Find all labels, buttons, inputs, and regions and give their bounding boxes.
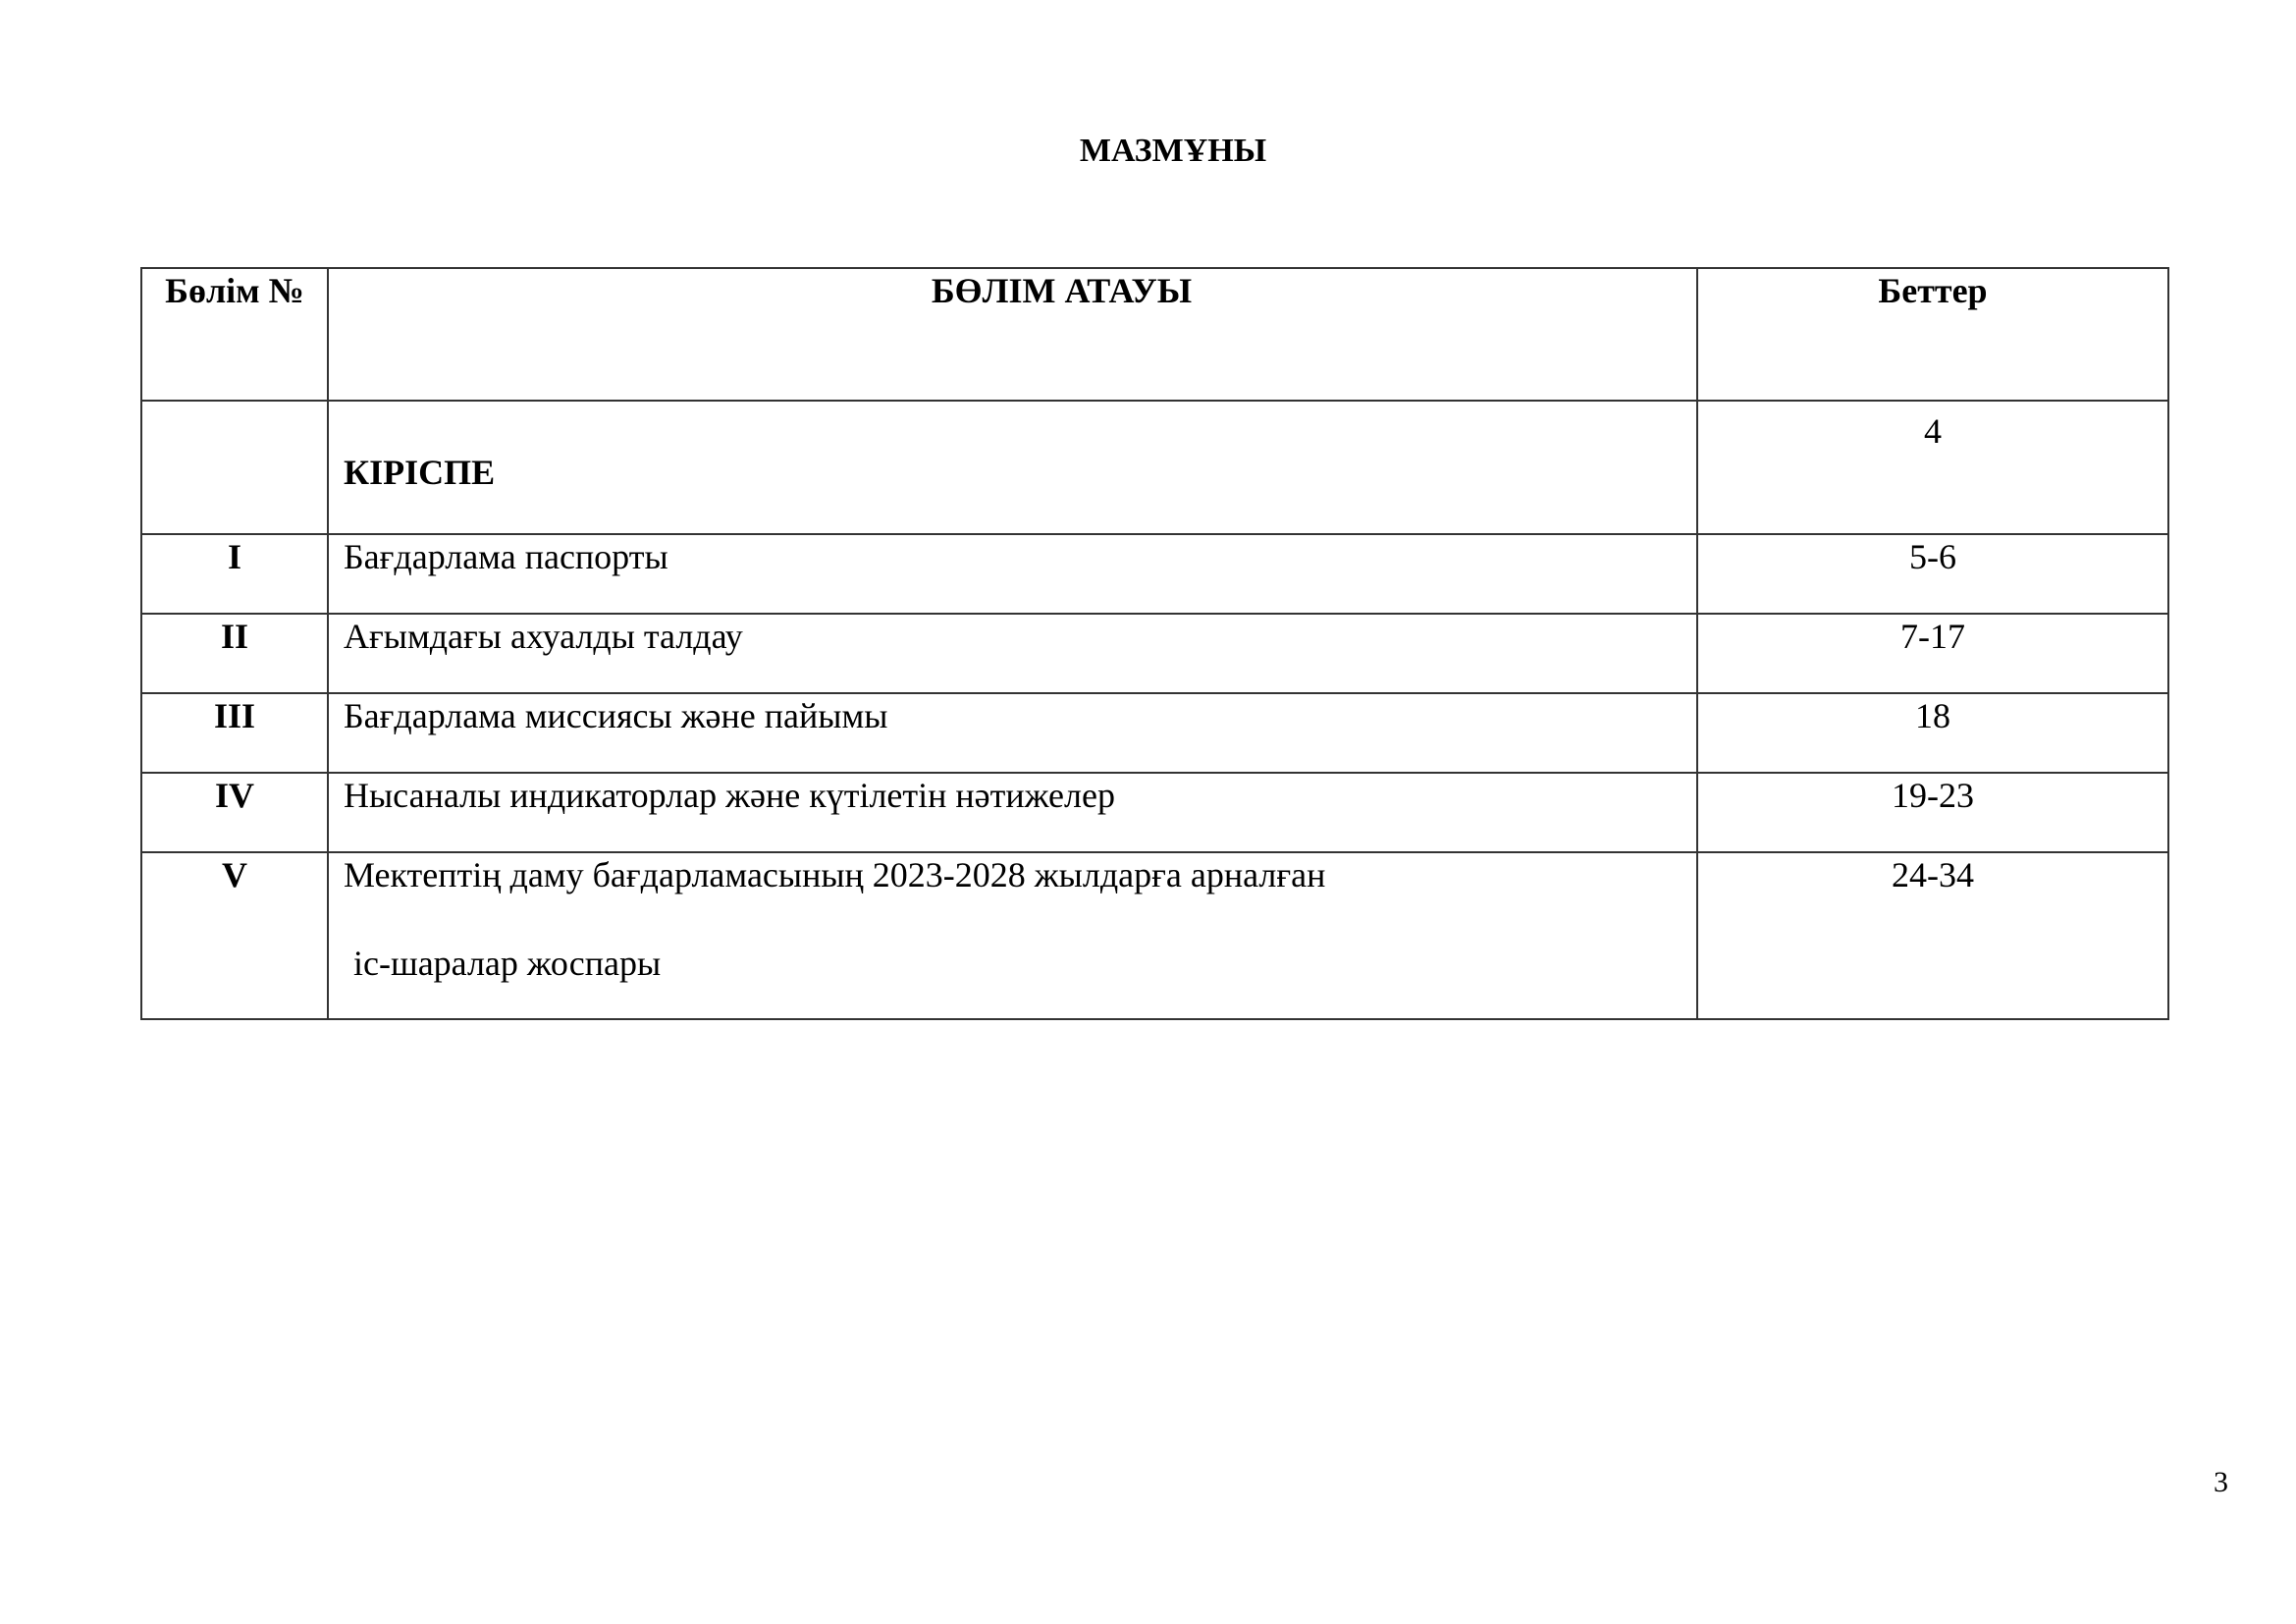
- header-section-name: БӨЛІМ АТАУЫ: [328, 268, 1697, 401]
- section-name-line-2: іс-шаралар жоспары: [353, 944, 662, 983]
- section-number-cell: III: [141, 693, 328, 773]
- section-number-cell: V: [141, 852, 328, 1019]
- table-row-intro: [141, 401, 2168, 534]
- section-pages-cell: 19-23: [1697, 773, 2168, 852]
- document-title: МАЗМҰНЫ: [1079, 133, 1267, 169]
- section-pages-cell: 5-6: [1697, 534, 2168, 614]
- table-row: [141, 693, 2168, 773]
- section-pages-cell: 7-17: [1697, 614, 2168, 693]
- page-number: 3: [2214, 1466, 2228, 1498]
- intro-number-cell: [141, 401, 328, 534]
- section-number-cell: II: [141, 614, 328, 693]
- section-name-cell: Нысаналы индикаторлар және күтілетін нәтижелер: [328, 773, 1697, 852]
- section-name-cell: Бағдарлама миссиясы және пайымы: [328, 693, 1697, 773]
- section-name-cell: Бағдарлама паспорты: [328, 534, 1697, 614]
- section-number-cell: IV: [141, 773, 328, 852]
- intro-pages-cell: 4: [1697, 401, 2168, 534]
- table-row: [141, 773, 2168, 852]
- header-section-number: Бөлім №: [141, 268, 328, 401]
- intro-name-cell: КІРІСПЕ: [328, 401, 1697, 534]
- section-pages-cell: 18: [1697, 693, 2168, 773]
- header-pages: Беттер: [1697, 268, 2168, 401]
- section-name-line-1: Мектептің даму бағдарламасының 2023-2028 жылдарға арналған: [344, 855, 1326, 894]
- table-row: [141, 852, 2168, 1019]
- table-row: [141, 614, 2168, 693]
- section-pages-cell: 24-34: [1697, 852, 2168, 1019]
- section-name-cell: Ағымдағы ахуалды талдау: [328, 614, 1697, 693]
- contents-table: [140, 267, 2169, 1020]
- table-row: [141, 534, 2168, 614]
- section-name-cell: [328, 852, 1697, 1019]
- table-header-row: [141, 268, 2168, 401]
- section-number-cell: I: [141, 534, 328, 614]
